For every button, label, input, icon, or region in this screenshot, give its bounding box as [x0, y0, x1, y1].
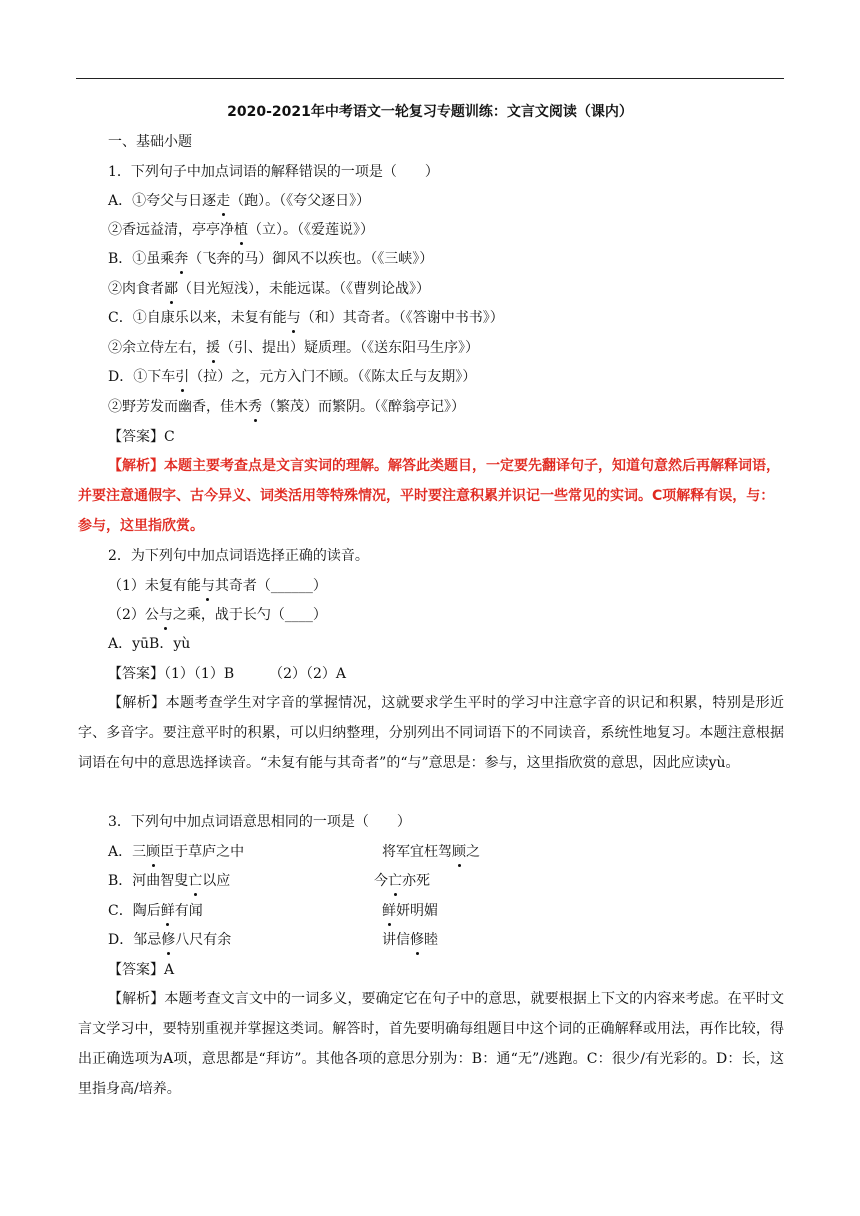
dotted-word: 走 [216, 193, 231, 209]
q3-option-left: D．邹忌修八尺有余 [108, 932, 232, 948]
q2-choices: A．yūB．yù [108, 636, 191, 652]
dotted-word: 植 [234, 222, 248, 238]
dotted-word: 修 [410, 932, 424, 948]
q1-answer: 【答案】C [108, 429, 175, 445]
q1-option: B．①虽乘奔（飞奔的马）御风不以疾也。（《三峡》） [108, 251, 434, 267]
header-rule [76, 78, 784, 79]
dotted-word: 顾 [452, 844, 466, 860]
q1-option: A．①夸父与日逐走（跑）。（《夸父逐日》） [108, 193, 371, 209]
dotted-word: 援 [206, 340, 220, 356]
q3-stem: 3．下列句中加点词语意思相同的一项是（ ） [108, 814, 411, 830]
dotted-word: 与 [158, 607, 173, 623]
dotted-word: 奔 [174, 251, 189, 267]
dotted-word: 与 [200, 578, 215, 594]
q1-option: ②余立侍左右，援（引、提出）疑质理。（《送东阳马生序》） [108, 340, 479, 356]
q1-stem: 1．下列句子中加点词语的解释错误的一项是（ ） [108, 164, 439, 180]
section-label: 一、基础小题 [108, 134, 192, 150]
q1-option: C．①自康乐以来，未复有能与（和）其奇者。（《答谢中书书》） [108, 310, 504, 326]
q3-option-right: 将军宜枉驾顾之 [382, 844, 480, 860]
q1-option: ②肉食者鄙（目光短浅），未能远谋。（《曹刿论战》） [108, 281, 430, 297]
dotted-word: 秀 [248, 399, 262, 415]
q1-option: ②野芳发而幽香，佳木秀（繁茂）而繁阴。（《醉翁亭记》） [108, 399, 465, 415]
q3-option-left: A．三顾臣于草庐之中 [108, 844, 245, 860]
q3-analysis: 【解析】本题考查文言文中的一词多义，要确定它在句子中的意思，就要根据上下文的内容来考虑。在平时文言文学习中，要特别重视并掌握这类词。解答时，首先要明确每组题目中这个词的正确解释或用法，再作比较，得出正确选项为A项，意思都是“拜访”。其他各项的意思分别为：B：通“无”/逃跑。C：很少/有光彩的。D：长，这里指身高/培养。 [78, 991, 784, 1097]
q2-stem: 2．为下列句中加点词语选择正确的读音。 [108, 548, 369, 564]
q2-item: （2）公与之乘，战于长勺（____） [108, 607, 327, 623]
q3-option-right: 今亡亦死 [374, 873, 430, 889]
dotted-word: 亡 [188, 873, 203, 889]
dotted-word: 与 [286, 310, 301, 326]
dotted-word: 顾 [146, 844, 161, 860]
q1-option: ②香远益清，亭亭净植（立）。（《爱莲说》） [108, 222, 374, 238]
q3-option-right: 鲜妍明媚 [382, 903, 438, 919]
dotted-word: 鲜 [160, 903, 175, 919]
q1-option: D．①下车引（拉）之，元方入门不顾。（《陈太丘与友期》） [108, 369, 477, 385]
dotted-word: 亡 [388, 873, 402, 889]
q3-option-right: 讲信修睦 [382, 932, 438, 948]
q3-option-left: C．陶后鲜有闻 [108, 903, 203, 919]
dotted-word: 修 [161, 932, 176, 948]
dotted-word: 鄙 [164, 281, 178, 297]
q2-item: （1）未复有能与其奇者（______） [108, 578, 327, 594]
q1-analysis: 【解析】本题主要考查点是文言实词的理解。解答此类题目，一定要先翻译句子，知道句意然后再解释词语，并要注意通假字、古今异义、词类活用等特殊情况，平时要注意积累并识记一些常见的实词。C项解释有误，与：参与，这里指欣赏。 [78, 458, 780, 534]
page-title: 2020-2021年中考语文一轮复习专题训练：文言文阅读（课内） [227, 104, 633, 120]
q2-answer: 【答案】（1）（1）B （2）（2）A [108, 666, 347, 682]
dotted-word: 引 [175, 369, 190, 385]
q2-analysis: 【解析】本题考查学生对字音的掌握情况，这就要求学生平时的学习中注意字音的识记和积累，特别是形近字、多音字。要注意平时的积累，可以归纳整理，分别列出不同词语下的不同读音，系统性地复习。本题注意根据词语在句中的意思选择读音。“未复有能与其奇者”的“与”意思是：参与，这里指欣赏的意思，因此应读yù。 [78, 695, 784, 771]
dotted-word: 鲜 [382, 903, 396, 919]
q3-option-left: B．河曲智叟亡以应 [108, 873, 231, 889]
q3-answer: 【答案】A [108, 962, 175, 978]
